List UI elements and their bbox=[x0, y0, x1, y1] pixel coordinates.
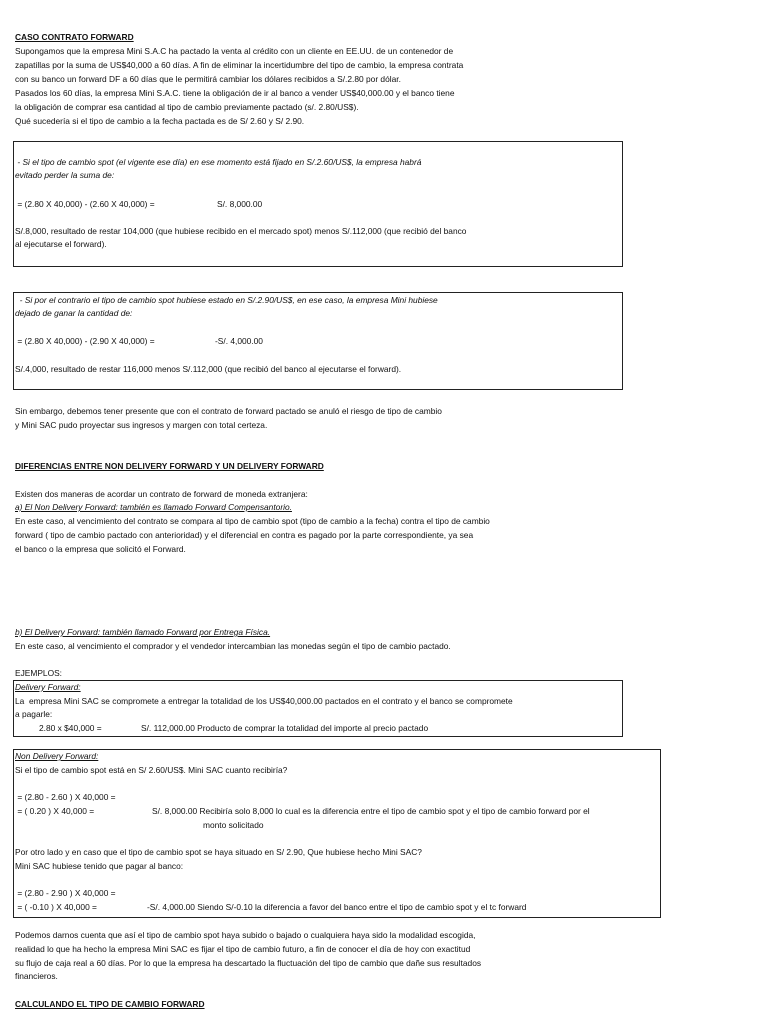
calc-formula: 2.80 x $40,000 = bbox=[39, 723, 102, 733]
calc-result: -S/. 4,000.00 Siendo S/-0.10 la diferencia a favor del banco entre el tipo de cambio spot y el tc forward bbox=[147, 902, 527, 912]
nondelivery-title: Non Delivery Forward: bbox=[15, 751, 99, 761]
paragraph-line: financieros. bbox=[15, 971, 58, 981]
paragraph-line: Pasados los 60 días, la empresa Mini S.A.C. tiene la obligación de ir al banco a vender US$40,000.00 y el banco tiene bbox=[15, 88, 455, 98]
scenario-heading: - Si el tipo de cambio spot (el vigente ese día) en ese momento está fijado en S/.2.60/US$, la empresa habrá bbox=[15, 157, 422, 167]
section-title-caso: CASO CONTRATO FORWARD bbox=[15, 32, 134, 42]
delivery-title: Delivery Forward: bbox=[15, 682, 81, 692]
calc-result: S/. 112,000.00 Producto de comprar la totalidad del importe al precio pactado bbox=[141, 723, 429, 733]
paragraph-line: Qué sucedería si el tipo de cambio a la fecha pactada es de S/ 2.60 y S/ 2.90. bbox=[15, 116, 305, 126]
scenario-heading: evitado perder la suma de: bbox=[15, 170, 115, 180]
section-title-ejemplos: EJEMPLOS: bbox=[15, 668, 63, 678]
paragraph-line: Sin embargo, debemos tener presente que con el contrato de forward pactado se anuló el riesgo de tipo de cambio bbox=[15, 406, 442, 416]
paragraph-line: Si el tipo de cambio spot está en S/ 2.60/US$. Mini SAC cuanto recibiría? bbox=[15, 765, 288, 775]
calc-formula: = (2.80 - 2.60 ) X 40,000 = bbox=[15, 792, 116, 802]
calc-formula: = ( 0.20 ) X 40,000 = bbox=[15, 806, 95, 816]
paragraph-line: Mini SAC hubiese tenido que pagar al banco: bbox=[15, 861, 184, 871]
calc-result: S/. 8,000.00 bbox=[217, 199, 263, 209]
paragraph-line: zapatillas por la suma de US$40,000 a 60 días. A fin de eliminar la incertidumbre del tipo de cambio, la empresa contrata bbox=[15, 60, 464, 70]
paragraph-line: Supongamos que la empresa Mini S.A.C ha pactado la venta al crédito con un cliente en EE.UU. de un contenedor de bbox=[15, 46, 454, 56]
calc-result: monto solicitado bbox=[203, 820, 264, 830]
paragraph-line: En este caso, al vencimiento del contrato se compara al tipo de cambio spot (tipo de cambio a la fecha) contra el tipo de cambio bbox=[15, 516, 490, 526]
scenario-heading: - Si por el contrario el tipo de cambio spot hubiese estado en S/.2.90/US$, en ese caso, la empresa Mini hubiese bbox=[15, 295, 438, 305]
subsection-title-a: a) El Non Delivery Forward: también es llamado Forward Compensantorio. bbox=[15, 502, 292, 512]
calc-formula: = (2.80 X 40,000) - (2.60 X 40,000) = bbox=[15, 199, 155, 209]
paragraph-line: y Mini SAC pudo proyectar sus ingresos y margen con total certeza. bbox=[15, 420, 268, 430]
paragraph-line: su flujo de caja real a 60 días. Por lo que la empresa ha descartado la fluctuación del tipo de cambio que dañe sus resultados bbox=[15, 958, 482, 968]
paragraph-line: realidad lo que ha hecho la empresa Mini SAC es fijar el tipo de cambio futuro, a fin de conocer el día de hoy con exactitud bbox=[15, 944, 471, 954]
section-title-diferencias: DIFERENCIAS ENTRE NON DELIVERY FORWARD Y UN DELIVERY FORWARD bbox=[15, 461, 324, 471]
calc-formula: = (2.80 X 40,000) - (2.90 X 40,000) = bbox=[15, 336, 155, 346]
paragraph-line: forward ( tipo de cambio pactado con anterioridad) y el diferencial en contra es pagado por la parte correspondiente, ya sea bbox=[15, 530, 474, 540]
paragraph-line: el banco o la empresa que solicitó el Forward. bbox=[15, 544, 186, 554]
scenario-note: S/.8,000, resultado de restar 104,000 (que hubiese recibido en el mercado spot) menos S/.112,000 (que recibió del banco bbox=[15, 226, 467, 236]
paragraph-line: Existen dos maneras de acordar un contrato de forward de moneda extranjera: bbox=[15, 489, 308, 499]
paragraph-line: a pagarle: bbox=[15, 709, 53, 719]
calc-formula: = ( -0.10 ) X 40,000 = bbox=[15, 902, 97, 912]
paragraph-line: la obligación de comprar esa cantidad al tipo de cambio previamente pactado (s/. 2.80/US$). bbox=[15, 102, 359, 112]
paragraph-line: Podemos darnos cuenta que así el tipo de cambio spot haya subido o bajado o cualquiera haya sido la modalidad escogida, bbox=[15, 930, 476, 940]
paragraph-line: Por otro lado y en caso que el tipo de cambio spot se haya situado en S/ 2.90, Que hubiese hecho Mini SAC? bbox=[15, 847, 422, 857]
scenario-note: S/.4,000, resultado de restar 116,000 menos S/.112,000 (que recibió del banco al ejecutarse el forward). bbox=[15, 364, 402, 374]
section-title-calculando: CALCULANDO EL TIPO DE CAMBIO FORWARD bbox=[15, 999, 205, 1009]
calc-formula: = (2.80 - 2.90 ) X 40,000 = bbox=[15, 888, 116, 898]
calc-result: S/. 8,000.00 Recibiría solo 8,000 lo cual es la diferencia entre el tipo de cambio spot y el tipo de cambio forward por el bbox=[152, 806, 590, 816]
subsection-title-b: b) El Delivery Forward: también llamado Forward por Entrega Física. bbox=[15, 627, 271, 637]
paragraph-line: En este caso, al vencimiento el comprador y el vendedor intercambian las monedas según el tipo de cambio pactado. bbox=[15, 641, 451, 651]
paragraph-line: con su banco un forward DF a 60 días que le permitirá cambiar los dólares recibidos a S/.2.80 por dólar. bbox=[15, 74, 401, 84]
calc-result: -S/. 4,000.00 bbox=[215, 336, 263, 346]
scenario-heading: dejado de ganar la cantidad de: bbox=[15, 308, 133, 318]
paragraph-line: La empresa Mini SAC se compromete a entregar la totalidad de los US$40,000.00 pactados en el contrato y el banco se compromete bbox=[15, 696, 513, 706]
scenario-note: al ejecutarse el forward). bbox=[15, 239, 107, 249]
